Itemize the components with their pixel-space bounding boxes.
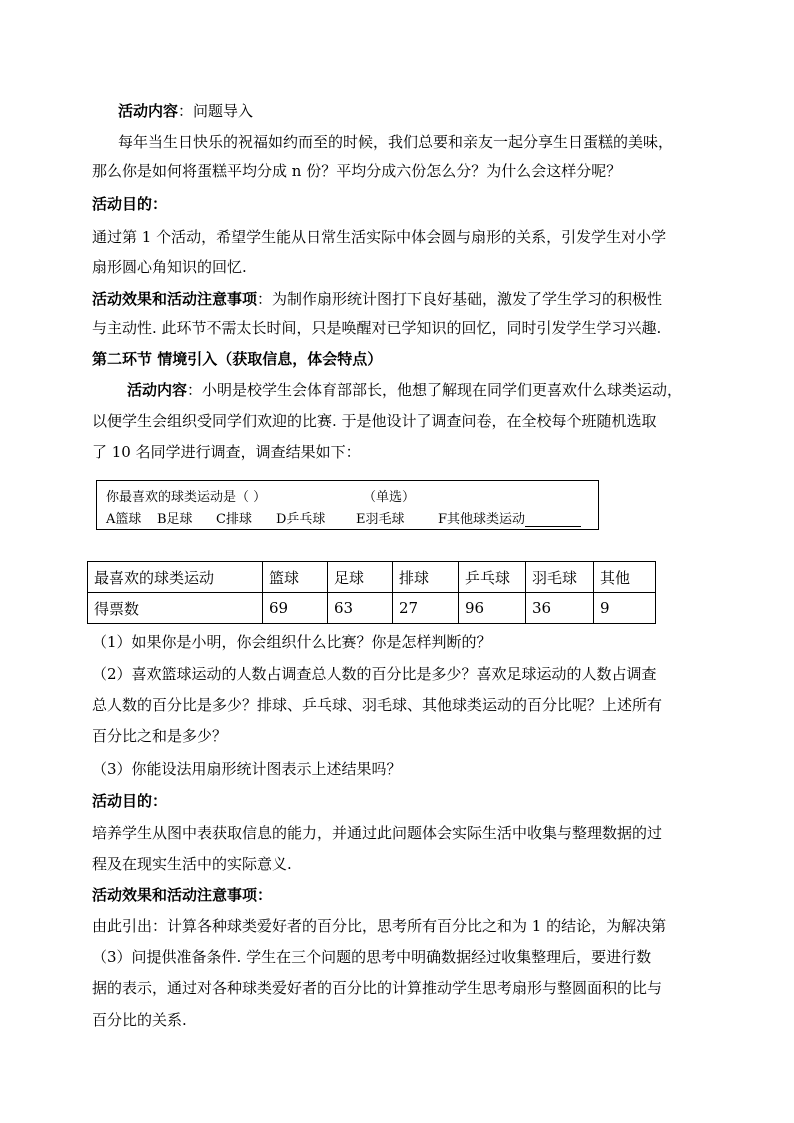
table-cell: 69 [263, 593, 328, 624]
blank-line [525, 513, 581, 527]
paragraph-line: 培养学生从图中表获取信息的能力，并通过此问题体会实际生活中收集与整理数据的过 [92, 824, 663, 842]
survey-question: 你最喜欢的球类运动是（ ） [106, 490, 267, 505]
paragraph-line: 那么你是如何将蛋糕平均分成 n 份？平均分成六份怎么分？为什么会这样分呢？ [92, 162, 622, 180]
table-cell: 其他 [594, 562, 656, 593]
activity-content-text: ：小明是校学生会体育部部长，他想了解现在同学们更喜欢什么球类运动， [187, 381, 683, 399]
activity-content-label: 活动内容 [118, 102, 179, 120]
paragraph-line: 每年当生日快乐的祝福如约而至的时候，我们总要和亲友一起分享生日蛋糕的美味， [118, 133, 674, 151]
question-1: （1）如果你是小明，你会组织什么比赛？你是怎样判断的？ [92, 633, 492, 651]
survey-option: B足球 [157, 512, 193, 527]
survey-option: E羽毛球 [356, 512, 405, 527]
survey-option: F其他球类运动 [438, 512, 526, 527]
question-2-line: 百分比之和是多少？ [92, 727, 228, 745]
table-cell: 27 [393, 593, 459, 624]
paragraph-line: 百分比的关系. [92, 1011, 187, 1029]
table-cell: 足球 [328, 562, 393, 593]
section-label: 活动目的： [92, 195, 168, 213]
paragraph-line: 与主动性. 此环节不需太长时间，只是唤醒对已学知识的回忆，同时引发学生学习兴趣. [92, 319, 662, 337]
question-2-line: （2）喜欢篮球运动的人数占调查总人数的百分比是多少？喜欢足球运动的人数占调查 [92, 665, 657, 683]
table-cell: 乒乓球 [459, 562, 526, 593]
activity-content-2 [127, 379, 712, 401]
effect-text: ：为制作扇形统计图打下良好基础，激发了学生学习的积极性 [257, 290, 663, 308]
paragraph-line: 据的表示，通过对各种球类爱好者的百分比的计算推动学生思考扇形与整圆面积的比与 [92, 979, 663, 997]
question-2-line: 总人数的百分比是多少？排球、乒乓球、羽毛球、其他球类运动的百分比呢？上述所有 [92, 696, 663, 714]
survey-note: （单选） [363, 490, 416, 505]
survey-option: A篮球 [106, 512, 142, 527]
section-label: 活动目的： [92, 792, 168, 810]
paragraph-line: 扇形圆心角知识的回忆. [92, 258, 247, 276]
table-cell: 最喜欢的球类运动 [88, 562, 263, 593]
effect-paragraph [92, 288, 712, 310]
table-cell: 36 [526, 593, 594, 624]
activity-content-1 [118, 100, 712, 122]
paragraph-line: 由此引出：计算各种球类爱好者的百分比，思考所有百分比之和为 1 的结论，为解决第 [92, 917, 667, 935]
survey-questionnaire-box [96, 480, 599, 530]
table-cell: 篮球 [263, 562, 328, 593]
paragraph-line: （3）问提供准备条件. 学生在三个问题的思考中明确数据经过收集整理后，要进行数 [92, 948, 652, 966]
activity-content-label: 活动内容 [127, 381, 188, 399]
table-cell: 63 [328, 593, 393, 624]
paragraph-line: 以便学生会组织受同学们欢迎的比赛. 于是他设计了调查问卷，在全校每个班随机选取 [92, 412, 657, 430]
table-cell: 96 [459, 593, 526, 624]
effect-label: 活动效果和活动注意事项 [92, 290, 258, 308]
table-row [88, 562, 656, 593]
survey-option: D乒乓球 [276, 512, 326, 527]
section-label: 活动效果和活动注意事项： [92, 886, 273, 904]
table-cell: 排球 [393, 562, 459, 593]
table-cell: 9 [594, 593, 656, 624]
paragraph-line: 通过第 1 个活动，希望学生能从日常生活实际中体会圆与扇形的关系，引发学生对小学 [92, 228, 667, 246]
activity-content-text: ：问题导入 [178, 102, 254, 120]
table-row [88, 593, 656, 624]
vote-table [87, 561, 656, 624]
survey-option-other [438, 508, 581, 527]
table-cell: 得票数 [88, 593, 263, 624]
survey-option: C排球 [216, 512, 252, 527]
paragraph-line: 了 10 名同学进行调查，调查结果如下： [92, 443, 361, 461]
section-heading: 第二环节 情境引入（获取信息，体会特点） [92, 350, 383, 368]
table-cell: 羽毛球 [526, 562, 594, 593]
question-3: （3）你能设法用扇形统计图表示上述结果吗？ [92, 760, 402, 778]
paragraph-line: 程及在现实生活中的实际意义. [92, 855, 292, 873]
